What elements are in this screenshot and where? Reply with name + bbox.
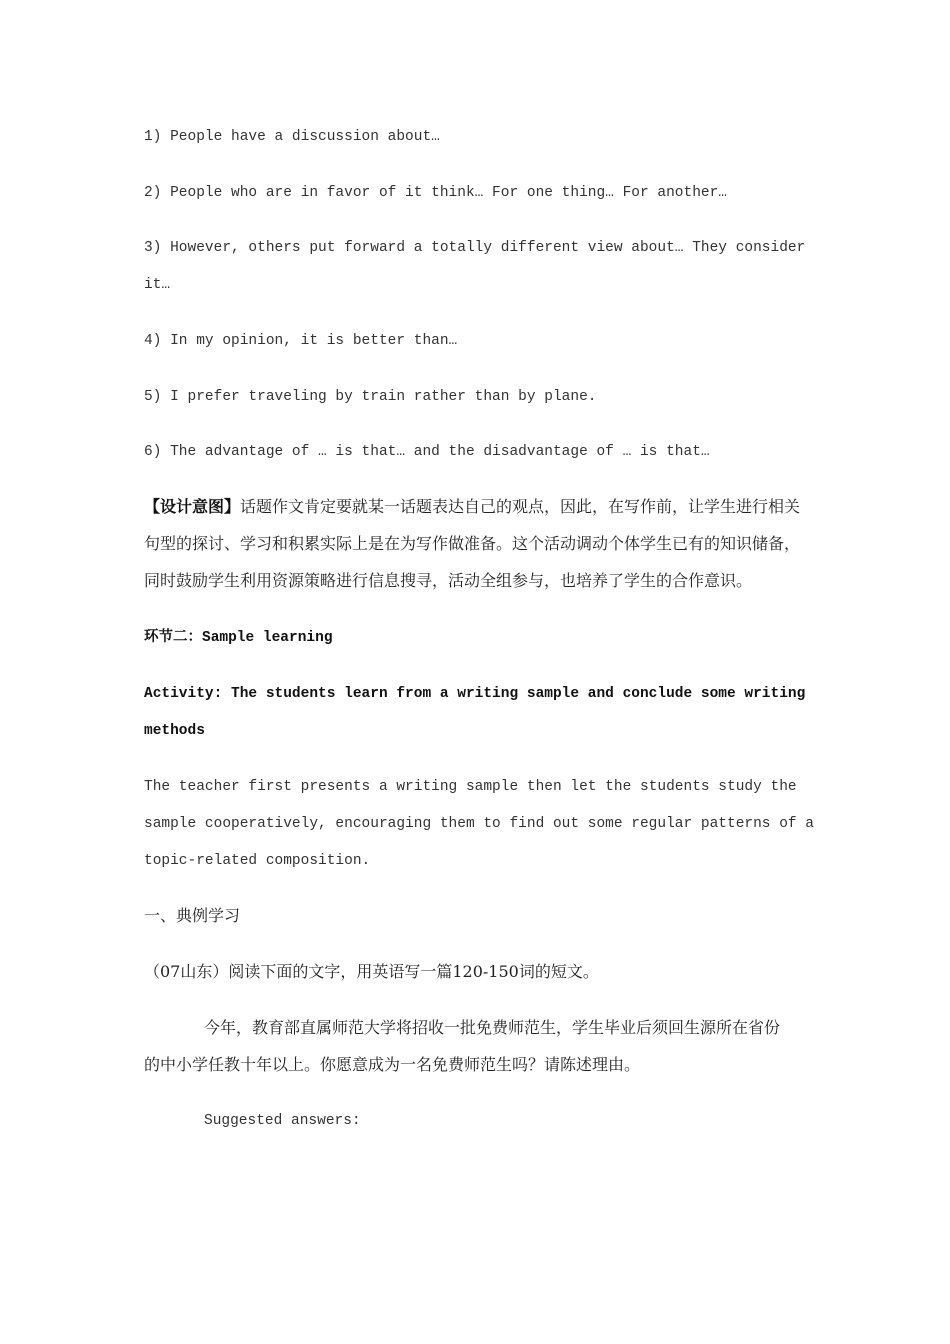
body-text: The teacher first presents a writing sample then let the students study the <box>144 779 797 795</box>
design-intent-label: 【设计意图】 <box>144 497 241 516</box>
design-intent-paragraph <box>144 497 800 517</box>
design-intent-text: 同时鼓励学生利用资源策略进行信息搜寻，活动全组参与，也培养了学生的合作意识。 <box>144 571 753 590</box>
example-heading: 一、典例学习 <box>144 906 241 925</box>
section-heading: 环节二：Sample learning <box>144 630 333 646</box>
design-intent-text: 话题作文肯定要就某一话题表达自己的观点，因此，在写作前，让学生进行相关 <box>240 497 801 516</box>
body-text: sample cooperatively, encouraging them to find out some regular patterns of a <box>144 816 815 832</box>
example-prompt: （07山东）阅读下面的文字，用英语写一篇120-150词的短文。 <box>144 962 599 981</box>
design-intent-text: 句型的探讨、学习和积累实际上是在为写作做准备。这个活动调动个体学生已有的知识储备， <box>144 534 801 553</box>
body-text: topic-related composition. <box>144 853 371 869</box>
list-item-continuation: it… <box>144 277 171 293</box>
list-item: 4) In my opinion, it is better than… <box>144 333 458 349</box>
suggested-answers-label: Suggested answers: <box>204 1113 361 1129</box>
example-paragraph: 的中小学任教十年以上。你愿意成为一名免费师范生吗？请陈述理由。 <box>144 1055 641 1074</box>
activity-text: methods <box>144 723 205 739</box>
list-item: 3) However, others put forward a totally different view about… They consider <box>144 240 806 256</box>
list-item: 2) People who are in favor of it think… For one thing… For another… <box>144 185 727 201</box>
list-item: 1) People have a discussion about… <box>144 129 440 145</box>
activity-text: Activity: The students learn from a writing sample and conclude some writing <box>144 686 806 702</box>
list-item: 6) The advantage of … is that… and the disadvantage of … is that… <box>144 444 710 460</box>
example-paragraph: 今年，教育部直属师范大学将招收一批免费师范生，学生毕业后须回生源所在省份 <box>204 1018 781 1037</box>
list-item: 5) I prefer traveling by train rather than by plane. <box>144 389 597 405</box>
